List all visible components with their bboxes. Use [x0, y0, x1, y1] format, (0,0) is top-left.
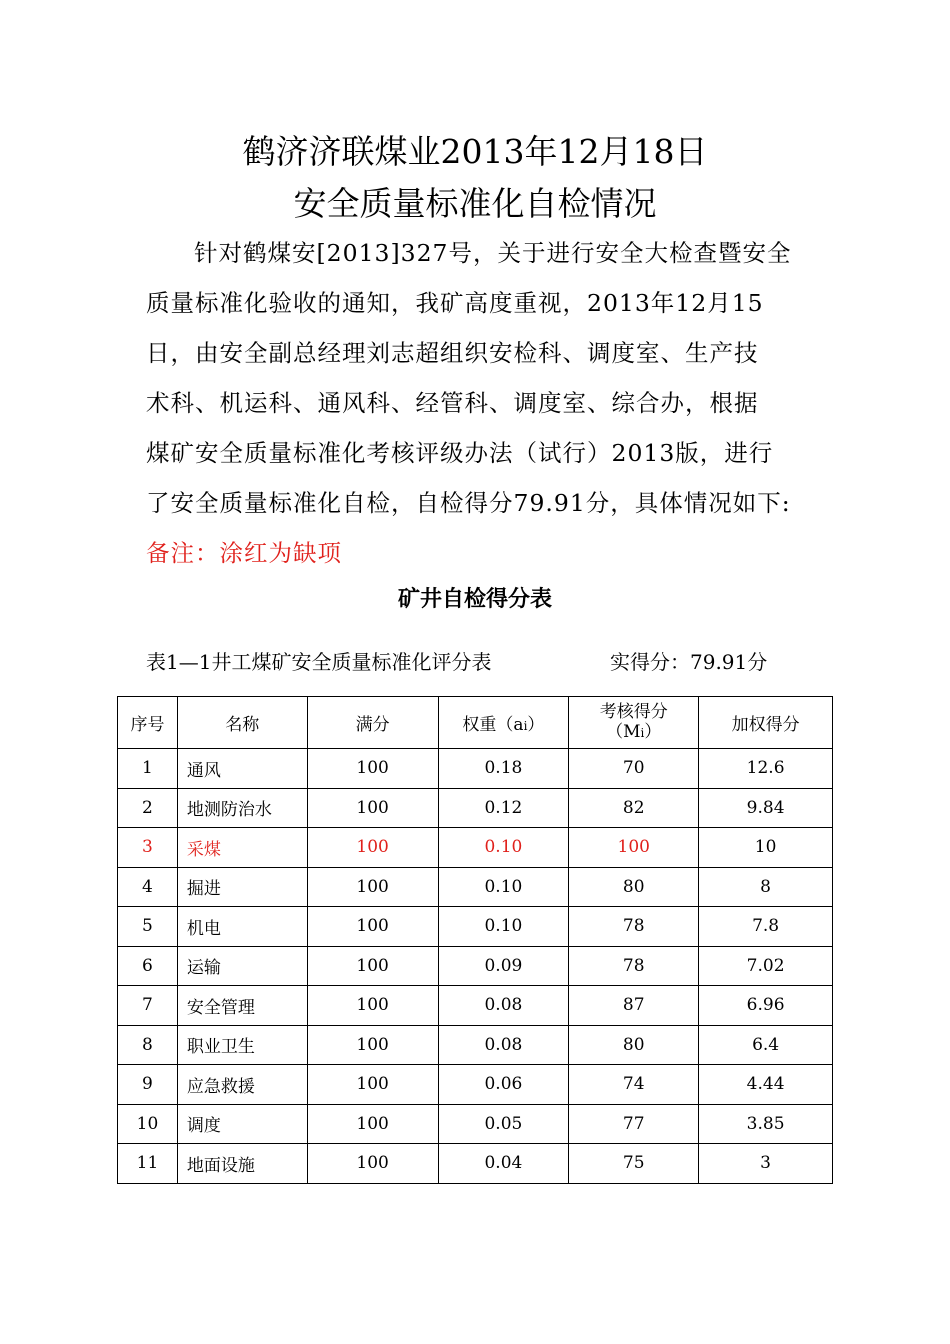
cell-full: 100 [307, 828, 438, 868]
cell-name: 职业卫生 [177, 1025, 307, 1065]
cell-weight: 0.06 [438, 1065, 569, 1105]
header-name: 名称 [177, 697, 307, 749]
caption-left: 表1—1井工煤矿安全质量标准化评分表 [146, 650, 492, 674]
table-row [118, 749, 833, 789]
cell-weighted: 7.02 [699, 946, 833, 986]
cell-name: 通风 [177, 749, 307, 789]
header-score: 考核得分 （Mi） [569, 697, 699, 749]
paragraph-line: 了安全质量标准化自检，自检得分79.91分，具体情况如下: [146, 489, 791, 517]
document-title-line1: 鹤济济联煤业2013年12月18日 [242, 132, 708, 171]
cell-full: 100 [307, 1025, 438, 1065]
table-header-row [118, 697, 833, 749]
cell-score: 77 [569, 1104, 699, 1144]
cell-score: 100 [569, 828, 699, 868]
cell-index: 1 [118, 749, 178, 789]
cell-name: 应急救援 [177, 1065, 307, 1105]
cell-score: 75 [569, 1144, 699, 1184]
cell-name: 调度 [177, 1104, 307, 1144]
cell-score: 80 [569, 1025, 699, 1065]
cell-weight: 0.10 [438, 907, 569, 947]
table-row [118, 986, 833, 1026]
cell-weighted: 3 [699, 1144, 833, 1184]
table-caption [146, 646, 768, 675]
score-table [117, 696, 833, 1184]
cell-weight: 0.08 [438, 1025, 569, 1065]
cell-name: 运输 [177, 946, 307, 986]
total-score: 实得分：79.91分 [610, 650, 768, 674]
paragraph-line: 煤矿安全质量标准化考核评级办法（试行）2013版，进行 [146, 439, 774, 467]
cell-name: 安全管理 [177, 986, 307, 1026]
cell-weighted: 3.85 [699, 1104, 833, 1144]
document-title-line2: 安全质量标准化自检情况 [293, 184, 657, 223]
table-row [118, 1104, 833, 1144]
cell-weight: 0.18 [438, 749, 569, 789]
cell-full: 100 [307, 1065, 438, 1105]
cell-full: 100 [307, 1144, 438, 1184]
cell-index: 7 [118, 986, 178, 1026]
cell-index: 10 [118, 1104, 178, 1144]
cell-weighted: 12.6 [699, 749, 833, 789]
table-row [118, 1065, 833, 1105]
cell-score: 78 [569, 946, 699, 986]
cell-name: 采煤 [177, 828, 307, 868]
cell-weight: 0.04 [438, 1144, 569, 1184]
cell-weighted: 8 [699, 867, 833, 907]
cell-full: 100 [307, 749, 438, 789]
cell-index: 8 [118, 1025, 178, 1065]
cell-weighted: 7.8 [699, 907, 833, 947]
cell-score: 74 [569, 1065, 699, 1105]
cell-full: 100 [307, 867, 438, 907]
cell-full: 100 [307, 946, 438, 986]
cell-weighted: 6.4 [699, 1025, 833, 1065]
cell-full: 100 [307, 986, 438, 1026]
cell-index: 3 [118, 828, 178, 868]
header-weight: 权重（ai） [438, 697, 569, 749]
table-row [118, 867, 833, 907]
table-title: 矿井自检得分表 [397, 587, 552, 612]
cell-score: 87 [569, 986, 699, 1026]
table-row [118, 1025, 833, 1065]
cell-weighted: 4.44 [699, 1065, 833, 1105]
paragraph-line: 日，由安全副总经理刘志超组织安检科、调度室、生产技 [146, 339, 759, 367]
cell-weight: 0.08 [438, 986, 569, 1026]
header-index: 序号 [118, 697, 178, 749]
cell-weight: 0.09 [438, 946, 569, 986]
cell-index: 6 [118, 946, 178, 986]
cell-index: 4 [118, 867, 178, 907]
cell-index: 11 [118, 1144, 178, 1184]
cell-name: 地面设施 [177, 1144, 307, 1184]
cell-index: 9 [118, 1065, 178, 1105]
cell-weighted: 10 [699, 828, 833, 868]
paragraph-line: 质量标准化验收的通知，我矿高度重视，2013年12月15 [146, 289, 764, 317]
intro-paragraph [146, 228, 826, 578]
cell-weighted: 9.84 [699, 788, 833, 828]
paragraph-line: 针对鹤煤安[2013]327号，关于进行安全大检查暨安全 [194, 239, 792, 267]
cell-score: 80 [569, 867, 699, 907]
cell-index: 2 [118, 788, 178, 828]
cell-weight: 0.10 [438, 867, 569, 907]
cell-name: 机电 [177, 907, 307, 947]
table-row [118, 946, 833, 986]
cell-score: 82 [569, 788, 699, 828]
cell-name: 地测防治水 [177, 788, 307, 828]
cell-weighted: 6.96 [699, 986, 833, 1026]
table-row [118, 1144, 833, 1184]
table-row-missing-item [118, 828, 833, 868]
table-row [118, 907, 833, 947]
header-full: 满分 [307, 697, 438, 749]
cell-full: 100 [307, 1104, 438, 1144]
table-row [118, 788, 833, 828]
header-weighted: 加权得分 [699, 697, 833, 749]
cell-full: 100 [307, 788, 438, 828]
cell-score: 78 [569, 907, 699, 947]
cell-full: 100 [307, 907, 438, 947]
cell-weight: 0.10 [438, 828, 569, 868]
cell-index: 5 [118, 907, 178, 947]
cell-score: 70 [569, 749, 699, 789]
cell-weight: 0.05 [438, 1104, 569, 1144]
cell-weight: 0.12 [438, 788, 569, 828]
red-note: 备注：涂红为缺项 [146, 539, 342, 567]
cell-name: 掘进 [177, 867, 307, 907]
paragraph-line: 术科、机运科、通风科、经管科、调度室、综合办，根据 [146, 389, 759, 417]
